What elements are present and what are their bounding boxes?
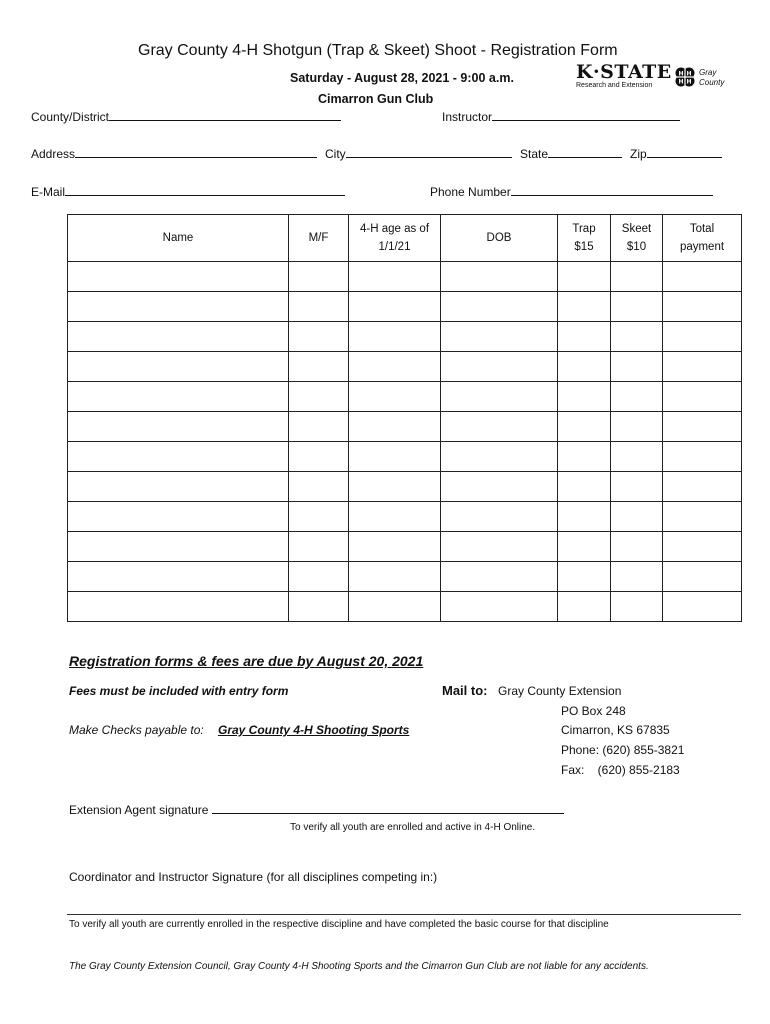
table-cell[interactable] [68,502,289,532]
mail-line-4: Phone: (620) 855-3821 [561,743,685,757]
table-cell[interactable] [349,322,441,352]
table-cell[interactable] [441,502,558,532]
county-logo-line1: Gray [699,68,717,77]
coordinator-signature-line[interactable] [67,914,741,915]
table-cell[interactable] [441,562,558,592]
table-row [68,262,742,292]
svg-text:H: H [686,78,692,86]
table-cell[interactable] [349,292,441,322]
table-header-row [68,215,742,262]
city-label: City [325,147,346,161]
table-cell[interactable] [441,322,558,352]
col-header-name: Name [68,215,289,262]
checks-payee: Gray County 4-H Shooting Sports [218,723,410,737]
table-cell[interactable] [663,592,742,622]
table-cell[interactable] [558,382,611,412]
table-cell[interactable] [289,382,349,412]
table-cell[interactable] [349,352,441,382]
table-cell[interactable] [349,442,441,472]
table-cell[interactable] [611,412,663,442]
table-cell[interactable] [558,352,611,382]
table-cell[interactable] [349,562,441,592]
table-cell[interactable] [349,502,441,532]
liability-disclaimer: The Gray County Extension Council, Gray County 4-H Shooting Sports and the Cimarron Gun Club are not liable for any accidents. [69,961,649,972]
county-logo-line2: County [699,78,725,87]
table-row [68,322,742,352]
agent-signature-note: To verify all youth are enrolled and active in 4-H Online. [290,822,536,833]
table-cell[interactable] [558,262,611,292]
table-cell[interactable] [349,262,441,292]
table-cell[interactable] [663,532,742,562]
table-cell[interactable] [68,412,289,442]
table-cell[interactable] [558,322,611,352]
table-cell[interactable] [441,592,558,622]
agent-signature-field[interactable] [69,803,564,817]
table-cell[interactable] [289,442,349,472]
table-cell[interactable] [663,442,742,472]
col-header-age: 4-H age as of 1/1/21 [349,215,441,262]
table-cell[interactable] [663,382,742,412]
phone-label: Phone Number [430,185,511,199]
table-row [68,472,742,502]
table-cell[interactable] [558,412,611,442]
table-row [68,502,742,532]
table-cell[interactable] [68,262,289,292]
mail-line-5: Fax: (620) 855-2183 [561,763,680,777]
table-cell[interactable] [611,292,663,322]
city-field[interactable] [325,147,512,161]
table-cell[interactable] [441,262,558,292]
col-header-total: Total payment [663,215,742,262]
event-date: Saturday - August 28, 2021 - 9:00 a.m. [290,71,514,85]
table-cell[interactable] [611,502,663,532]
kstate-logo-subtext: Research and Extension [576,82,653,89]
table-cell[interactable] [289,592,349,622]
table-cell[interactable] [289,292,349,322]
table-cell[interactable] [558,292,611,322]
four-h-clover-icon [674,66,696,88]
table-cell[interactable] [289,472,349,502]
address-label: Address [31,147,76,161]
agent-signature-label: Extension Agent signature [69,803,209,817]
table-cell[interactable] [611,592,663,622]
county-district-field[interactable] [31,110,341,124]
table-body [68,262,742,622]
table-cell[interactable] [68,472,289,502]
table-cell[interactable] [663,352,742,382]
table-cell[interactable] [611,262,663,292]
email-label: E-Mail [31,185,66,199]
table-cell[interactable] [441,412,558,442]
table-cell[interactable] [68,592,289,622]
table-cell[interactable] [441,532,558,562]
svg-text:H: H [686,70,692,78]
table-cell[interactable] [558,532,611,562]
table-cell[interactable] [289,352,349,382]
table-cell[interactable] [558,562,611,592]
instructor-field[interactable] [442,110,680,124]
address-field[interactable] [31,147,317,161]
county-logo-text [699,68,724,88]
table-cell[interactable] [289,562,349,592]
table-cell[interactable] [289,532,349,562]
table-row [68,592,742,622]
table-row [68,562,742,592]
table-cell[interactable] [68,352,289,382]
checks-label: Make Checks payable to: [69,723,204,737]
coordinator-signature-label: Coordinator and Instructor Signature (for all disciplines competing in:) [69,870,438,884]
county-district-label: County/District [31,110,110,124]
table-cell[interactable] [663,292,742,322]
event-venue: Cimarron Gun Club [318,92,434,106]
col-header-skeet: Skeet $10 [611,215,663,262]
table-row [68,412,742,442]
table-cell[interactable] [663,412,742,442]
zip-label: Zip [630,147,647,161]
table-row [68,532,742,562]
kstate-logo-text: K·STATE [576,61,672,83]
table-row [68,292,742,322]
table-cell[interactable] [611,352,663,382]
instructor-label: Instructor [442,110,493,124]
coordinator-signature-note: To verify all youth are currently enrolled in the respective discipline and have completed the basic course for that discipline [69,919,609,930]
registration-table [67,214,742,622]
table-cell[interactable] [441,472,558,502]
phone-field[interactable] [430,185,713,199]
table-row [68,352,742,382]
col-header-dob: DOB [441,215,558,262]
table-cell[interactable] [349,532,441,562]
table-cell[interactable] [68,442,289,472]
state-field[interactable] [520,147,622,161]
table-cell[interactable] [349,412,441,442]
table-cell[interactable] [441,382,558,412]
table-cell[interactable] [289,502,349,532]
table-cell[interactable] [558,442,611,472]
table-cell[interactable] [611,322,663,352]
table-cell[interactable] [558,472,611,502]
table-cell[interactable] [611,382,663,412]
table-cell[interactable] [349,472,441,502]
table-cell[interactable] [663,502,742,532]
col-header-mf: M/F [289,215,349,262]
table-cell[interactable] [611,532,663,562]
table-cell[interactable] [611,472,663,502]
email-field[interactable] [31,185,345,199]
svg-text:H: H [678,70,684,78]
table-cell[interactable] [663,472,742,502]
table-cell[interactable] [611,562,663,592]
table-row [68,442,742,472]
col-header-trap: Trap $15 [558,215,611,262]
table-cell[interactable] [68,532,289,562]
table-cell[interactable] [289,262,349,292]
table-cell[interactable] [68,562,289,592]
due-date-notice: Registration forms & fees are due by August 20, 2021 [69,653,424,669]
table-cell[interactable] [611,442,663,472]
table-cell[interactable] [68,322,289,352]
table-cell[interactable] [558,592,611,622]
table-cell[interactable] [289,412,349,442]
table-cell[interactable] [68,382,289,412]
table-cell[interactable] [558,502,611,532]
table-cell[interactable] [441,442,558,472]
mail-line-2: PO Box 248 [561,704,626,718]
table-cell[interactable] [663,562,742,592]
table-cell[interactable] [441,292,558,322]
table-cell[interactable] [289,322,349,352]
table-cell[interactable] [441,352,558,382]
table-cell[interactable] [349,592,441,622]
table-row [68,382,742,412]
kstate-logo [576,61,672,90]
page-title: Gray County 4-H Shotgun (Trap & Skeet) Shoot - Registration Form [138,42,618,59]
svg-text:H: H [678,78,684,86]
zip-field[interactable] [630,147,722,161]
state-label: State [520,147,549,161]
table-cell[interactable] [349,382,441,412]
table-cell[interactable] [663,322,742,352]
table-cell[interactable] [663,262,742,292]
mail-line-1: Gray County Extension [498,684,622,698]
four-h-clover-logo [674,66,696,93]
mail-line-3: Cimarron, KS 67835 [561,723,670,737]
fees-notice: Fees must be included with entry form [69,684,289,698]
mail-to-label: Mail to: [442,683,488,698]
table-cell[interactable] [68,292,289,322]
